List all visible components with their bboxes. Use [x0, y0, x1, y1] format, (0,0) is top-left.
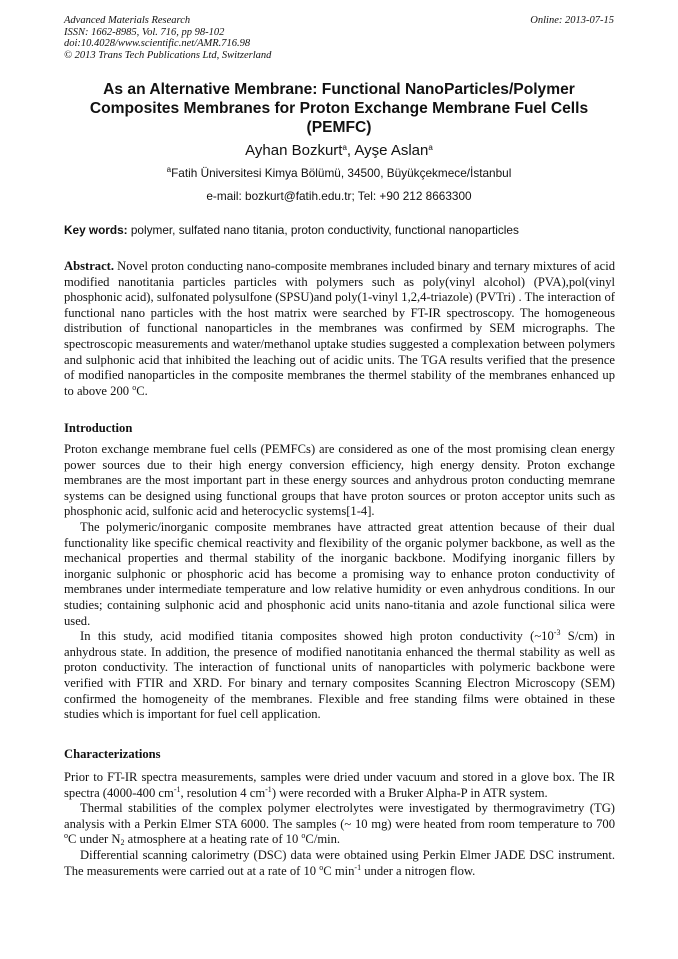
online-date: Online: 2013-07-15	[530, 15, 614, 26]
doi: doi:10.4028/www.scientific.net/AMR.716.98	[64, 38, 251, 49]
text-run: C/min.	[305, 832, 341, 847]
text-run: C under N	[68, 832, 121, 847]
journal-name: Advanced Materials Research	[64, 15, 191, 26]
introduction-body	[64, 442, 615, 723]
copyright: © 2013 Trans Tech Publications Ltd, Switzerland	[64, 49, 272, 61]
author-affiliation-mark: a	[342, 143, 347, 152]
introduction-paragraph	[64, 442, 615, 520]
text-run: C min	[323, 863, 355, 878]
superscript: -3	[553, 628, 561, 638]
paper-title: As an Alternative Membrane: Functional NanoParticles/Polymer Composites Membranes for Proton Exchange Membrane Fuel Cells (PEMFC)	[89, 81, 589, 136]
superscript: o	[301, 831, 306, 841]
superscript: -1	[265, 784, 272, 794]
keywords	[64, 223, 624, 237]
characterizations-body	[64, 770, 615, 879]
text-run: atmosphere at a heating rate of 10	[124, 832, 302, 847]
superscript: -1	[173, 784, 181, 794]
text-run: The polymeric/inorganic composite membranes have attracted great attention because of their dual functionality like specific chemical reactivity and flexibility of the organic polymer backbone, as well as the mechanical properties and thermal stability of the inorganic backbone. Modifying inorganic fillers by inorganic sulphonic or phosphoric acid has become a promising way to enhance proton conductivity of membranes under intermediate temperature and low relative humidity or even anhydrous conditions. In our studies; containing sulphonic acid and phosphonic acid units nano-titania and azole functional silica were used.	[64, 519, 615, 628]
affiliation	[64, 166, 614, 180]
author-separator: ,	[346, 142, 355, 159]
keywords-label: Key words:	[64, 223, 128, 237]
text-run: under a nitrogen flow.	[361, 863, 476, 878]
text-run: , resolution 4 cm	[180, 785, 266, 800]
abstract-paragraph	[64, 259, 615, 399]
author-affiliation-mark: a	[428, 143, 433, 152]
text-run: Novel proton conducting nano-composite membranes included binary and ternary mixtures of acid modified nanotitania particles particles with polymers such as poly(vinyl alcohol) (PVA),pol(vinyl phosphonic acid), sulfonated polysulfone (SPSU)and poly(1-vinyl 1,2,4-triazole) (PVTri) . The interaction of functional nano particles with the host matrix were searched by FT-IR spectroscopy. The homogeneous distribution of functional nanoparticles in the membranes was confirmed by SEM micrographs. The spectroscopic measurements and water/methanol uptake studies suggested a complexation between polymers and sulphonic acid that inhibited the leaching out of acidic units. The TGA results verified that the presence of modified nanoparticles in the composite membranes the thermel stability of the membranes enhanced up to above 200	[64, 259, 615, 398]
text-run: C.	[136, 383, 148, 398]
abstract-label: Abstract.	[64, 259, 115, 273]
superscript: -1	[354, 862, 362, 872]
text-run: In this study, acid modified titania composites showed high proton conductivity (~10	[80, 629, 554, 644]
text-run: Differential scanning calorimetry (DSC) data were obtained using Perkin Elmer JADE DSC instrument. The measurements were carried out at a rate of 10	[64, 847, 615, 878]
introduction-paragraph	[64, 520, 615, 629]
superscript: o	[132, 382, 137, 392]
authors	[64, 142, 614, 159]
issn: ISSN: 1662-8985, Vol. 716, pp 98-102	[64, 26, 225, 38]
characterizations-paragraph	[64, 801, 615, 848]
keywords-text: polymer, sulfated nano titania, proton conductivity, functional nanoparticles	[127, 223, 519, 237]
contact-info: e-mail: bozkurt@fatih.edu.tr; Tel: +90 212 8663300	[206, 189, 472, 203]
characterizations-heading: Characterizations	[64, 747, 161, 761]
introduction-paragraph	[64, 629, 615, 723]
superscript: o	[64, 831, 68, 841]
characterizations-paragraph	[64, 848, 615, 879]
text-run: Proton exchange membrane fuel cells (PEMFCs) are considered as one of the most promising clean energy power sources due to their high energy conversion efficiency, high energy density. Proton exchange membranes are the most important part in these energy sources and anhydrous proton conducting memrane systems can be designed using functional groups that have proton sources or proton acceptor units such as phosphonic acid, sulfonic acid and heterocyclic systems[1-4].	[64, 442, 615, 519]
text-run: Thermal stabilities of the complex polymer electrolytes were investigated by thermogravimetry (TG) analysis with a Perkin Elmer STA 6000. The samples (~ 10 mg) were heated from room temperature to 700	[64, 801, 615, 831]
text-run: Prior to FT-IR spectra measurements, samples were dried under vacuum and stored in a glove box. The IR spectra (4000-400 cm	[64, 770, 615, 800]
subscript: 2	[120, 838, 125, 848]
text-run: S/cm) in anhydrous state. In addition, the presence of modified nanotitania enhanced the thermal stability as well as proton conductivity. The interaction of functional units of nanoparticles with polymeric backbone were verified with FTIR and XRD. For binary and ternary composites Scanning Electron Microscopy (SEM) confirmed the homogeneity of the membranes. Flexible and free standing films were obtained in these studies which is important for fuel cell application.	[64, 629, 615, 722]
affiliation-text: Fatih Üniversitesi Kimya Bölümü, 34500, Büyükçekmece/İstanbul	[171, 166, 512, 180]
characterizations-paragraph	[64, 770, 615, 801]
introduction-heading: Introduction	[64, 421, 133, 435]
journal-info	[64, 15, 271, 61]
author-name: Ayşe Aslan	[354, 142, 429, 159]
author-name: Ayhan Bozkurt	[245, 142, 343, 159]
superscript: o	[319, 862, 324, 872]
text-run: ) were recorded with a Bruker Alpha-P in ATR system.	[271, 785, 548, 800]
abstract	[64, 259, 615, 399]
affiliation-mark: a	[166, 165, 172, 174]
